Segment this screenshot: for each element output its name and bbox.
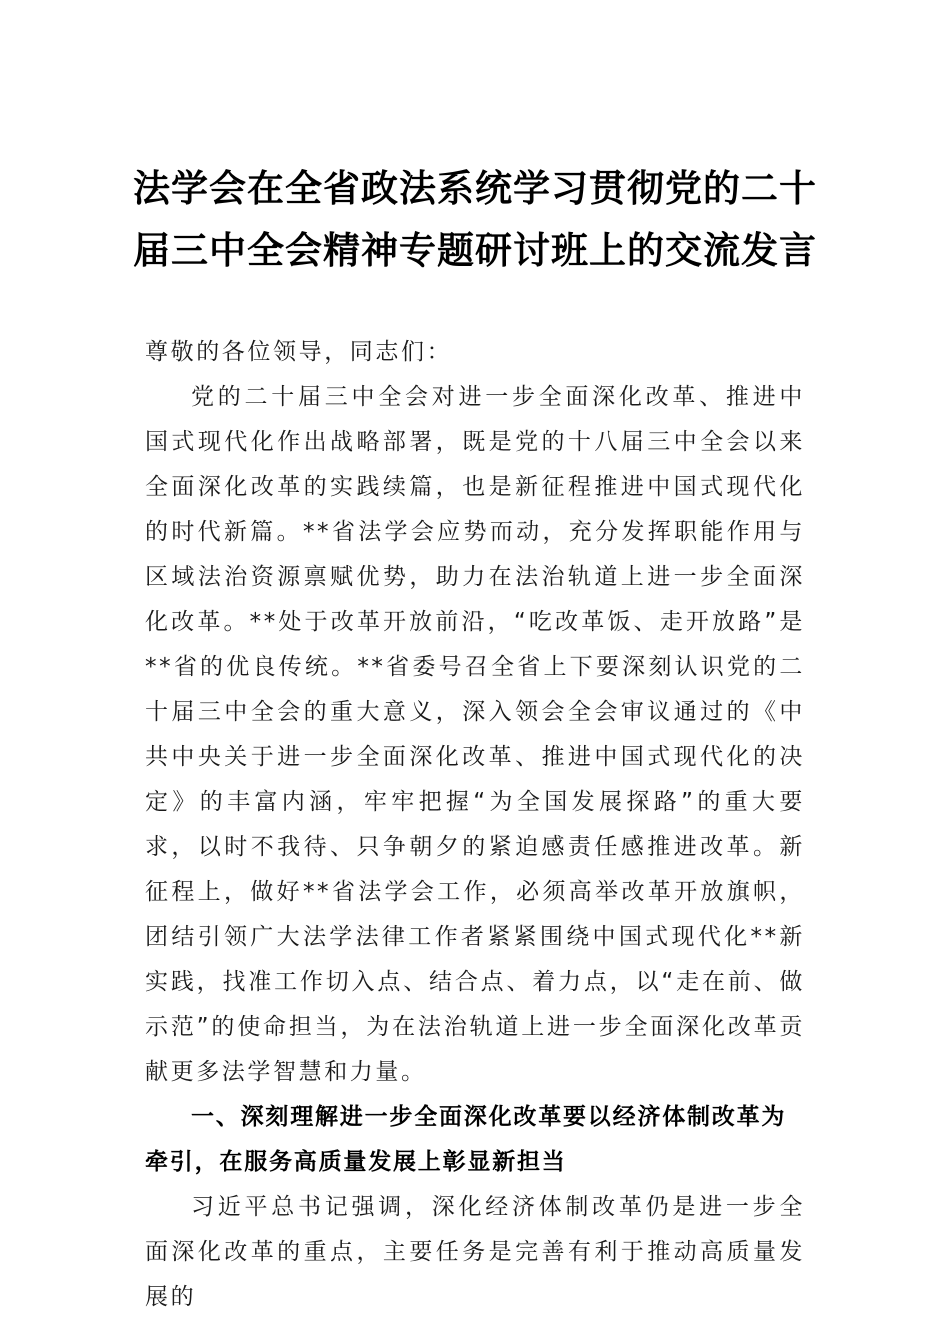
document-title xyxy=(100,157,850,281)
body-paragraph-2: 习近平总书记强调，深化经济体制改革仍是进一步全面深化改革的重点，主要任务是完善有利于推动高质量发展的 xyxy=(145,1194,805,1310)
document-body xyxy=(145,330,805,1320)
title-line-2: 届三中全会精神专题研讨班上的交流发言 xyxy=(133,228,817,272)
salutation: 尊敬的各位领导，同志们： xyxy=(145,339,453,365)
section-heading-1: 一、深刻理解进一步全面深化改革要以经济体制改革为牵引，在服务高质量发展上彰显新担当 xyxy=(145,1104,787,1175)
title-line-1: 法学会在全省政法系统学习贯彻党的二十 xyxy=(133,166,817,210)
body-paragraph-1: 党的二十届三中全会对进一步全面深化改革、推进中国式现代化作出战略部署，既是党的十八届三中全会以来全面深化改革的实践续篇，也是新征程推进中国式现代化的时代新篇。**省法学会应势而动，充分发挥职能作用与区域法治资源禀赋优势，助力在法治轨道上进一步全面深化改革。**处于改革开放前沿，“吃改革饭、走开放路”是**省的优良传统。**省委号召全省上下要深刻认识党的二十届三中全会的重大意义，深入领会全会审议通过的《中共中央关于进一步全面深化改革、推进中国式现代化的决定》的丰富内涵，牢牢把握“为全国发展探路”的重大要求，以时不我待、只争朝夕的紧迫感责任感推进改革。新征程上，做好**省法学会工作，必须高举改革开放旗帜，团结引领广大法学法律工作者紧紧围绕中国式现代化**新实践，找准工作切入点、结合点、着力点，以“走在前、做示范”的使命担当，为在法治轨道上进一步全面深化改革贡献更多法学智慧和力量。 xyxy=(145,384,805,1085)
